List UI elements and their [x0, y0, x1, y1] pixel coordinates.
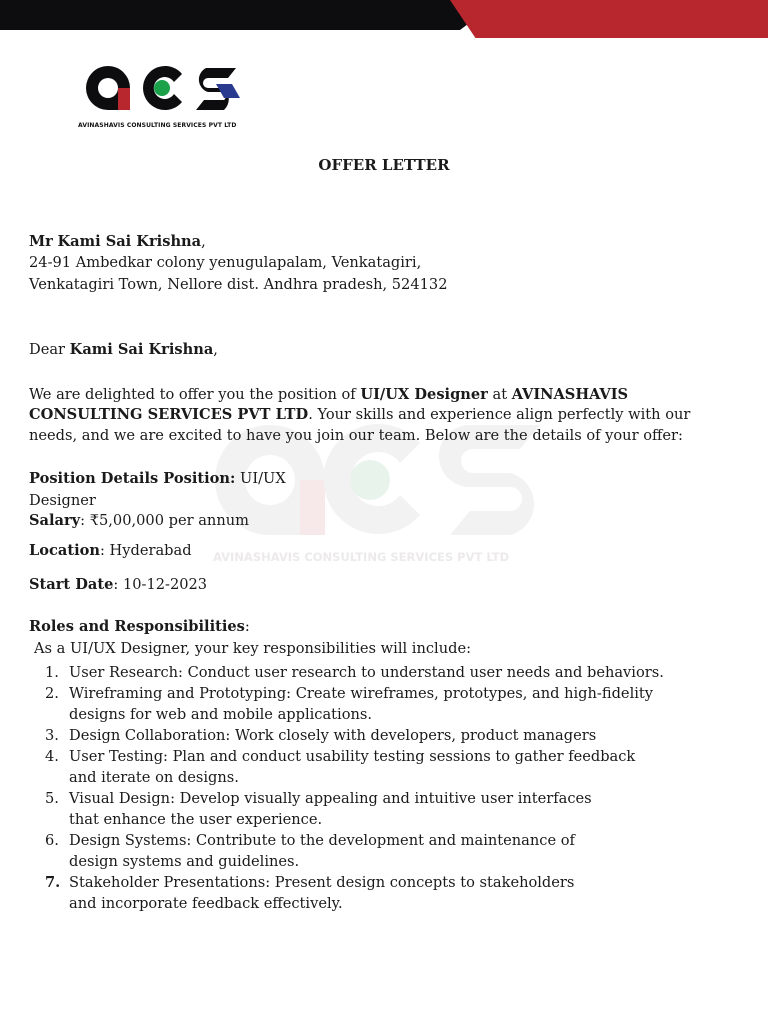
- list-text: design systems and guidelines.: [69, 853, 300, 870]
- list-item: [29, 788, 664, 830]
- list-text: that enhance the user experience.: [69, 811, 323, 828]
- list-item: [29, 683, 664, 725]
- location-label: Location: [29, 542, 100, 559]
- list-number: 6.: [45, 832, 59, 849]
- start-date-value: : 10-12-2023: [113, 576, 208, 593]
- list-item: [29, 872, 664, 914]
- list-text: Wireframing and Prototyping: Create wireframes, prototypes, and high-fidelity: [69, 685, 654, 702]
- recipient-name: Kami Sai Krishna: [57, 233, 202, 250]
- list-item: [29, 746, 664, 788]
- list-number: 7.: [45, 874, 61, 891]
- acs-logo-mark: [78, 58, 243, 118]
- salary-line: [29, 511, 249, 531]
- list-item: [29, 830, 664, 872]
- roles-heading-text: Roles and Responsibilities: [29, 618, 245, 635]
- list-text: Stakeholder Presentations: Present design concepts to stakeholders: [69, 874, 575, 891]
- list-number: 3.: [45, 727, 59, 744]
- salary-value: : ₹5,00,000 per annum: [80, 512, 249, 529]
- intro-line-1: [29, 385, 628, 405]
- letter-title: OFFER LETTER: [318, 156, 450, 174]
- position-value: UI/UX: [240, 470, 286, 487]
- list-item: [29, 725, 664, 746]
- position-label: Position Details Position:: [29, 470, 236, 487]
- company-tagline: AVINASHAVIS CONSULTING SERVICES PVT LTD: [78, 122, 237, 129]
- list-item: [29, 662, 664, 683]
- recipient-comma: ,: [201, 233, 206, 250]
- position-details: [29, 469, 286, 489]
- watermark-text: AVINASHAVIS CONSULTING SERVICES PVT LTD: [213, 550, 510, 564]
- recipient-prefix: Mr: [29, 233, 53, 250]
- list-text: and incorporate feedback effectively.: [69, 895, 343, 912]
- position-value-line-2: Designer: [29, 492, 96, 509]
- list-text: Design Collaboration: Work closely with developers, product managers: [69, 727, 597, 744]
- intro-company-1: AVINASHAVIS: [511, 386, 629, 403]
- list-number: 4.: [45, 748, 59, 765]
- recipient-name-line: [29, 232, 206, 252]
- intro-company-2: CONSULTING SERVICES PVT LTD: [29, 406, 309, 423]
- list-number: 2.: [45, 685, 59, 702]
- list-text: and iterate on designs.: [69, 769, 239, 786]
- intro-line-3: needs, and we are excited to have you join our team. Below are the details of your offer:: [29, 427, 683, 444]
- greeting-name: Kami Sai Krishna: [69, 341, 214, 358]
- intro-text-1: We are delighted to offer you the position of: [29, 386, 356, 403]
- greeting: [29, 340, 218, 360]
- address-line-1: 24-91 Ambedkar colony yenugulapalam, Venkatagiri,: [29, 254, 422, 271]
- intro-text-2: . Your skills and experience align perfectly with our: [308, 406, 691, 423]
- header-band-dark: [0, 0, 500, 30]
- header-band-red: [450, 0, 768, 38]
- start-date-line: [29, 575, 207, 595]
- list-text: User Research: Conduct user research to understand user needs and behaviors.: [69, 664, 664, 681]
- list-text: Design Systems: Contribute to the development and maintenance of: [69, 832, 575, 849]
- location-line: [29, 541, 192, 561]
- greeting-comma: ,: [213, 341, 218, 358]
- intro-line-2: [29, 405, 690, 425]
- list-text: User Testing: Plan and conduct usability testing sessions to gather feedback: [69, 748, 636, 765]
- location-value: : Hyderabad: [99, 542, 192, 559]
- start-date-label: Start Date: [29, 576, 114, 593]
- list-text: Visual Design: Develop visually appealing and intuitive user interfaces: [69, 790, 592, 807]
- greeting-dear: Dear: [29, 341, 66, 358]
- roles-intro: As a UI/UX Designer, your key responsibilities will include:: [34, 640, 472, 657]
- intro-position: UI/UX Designer: [360, 386, 488, 403]
- address-line-2: Venkatagiri Town, Nellore dist. Andhra pradesh, 524132: [29, 276, 448, 293]
- salary-label: Salary: [29, 512, 81, 529]
- company-logo: [78, 58, 243, 130]
- responsibilities-list: [29, 662, 664, 914]
- list-number: 1.: [45, 664, 59, 681]
- intro-at: at: [492, 386, 508, 403]
- roles-heading-colon: :: [244, 618, 250, 635]
- roles-heading: [29, 617, 250, 637]
- list-number: 5.: [45, 790, 59, 807]
- list-text: designs for web and mobile applications.: [69, 706, 373, 723]
